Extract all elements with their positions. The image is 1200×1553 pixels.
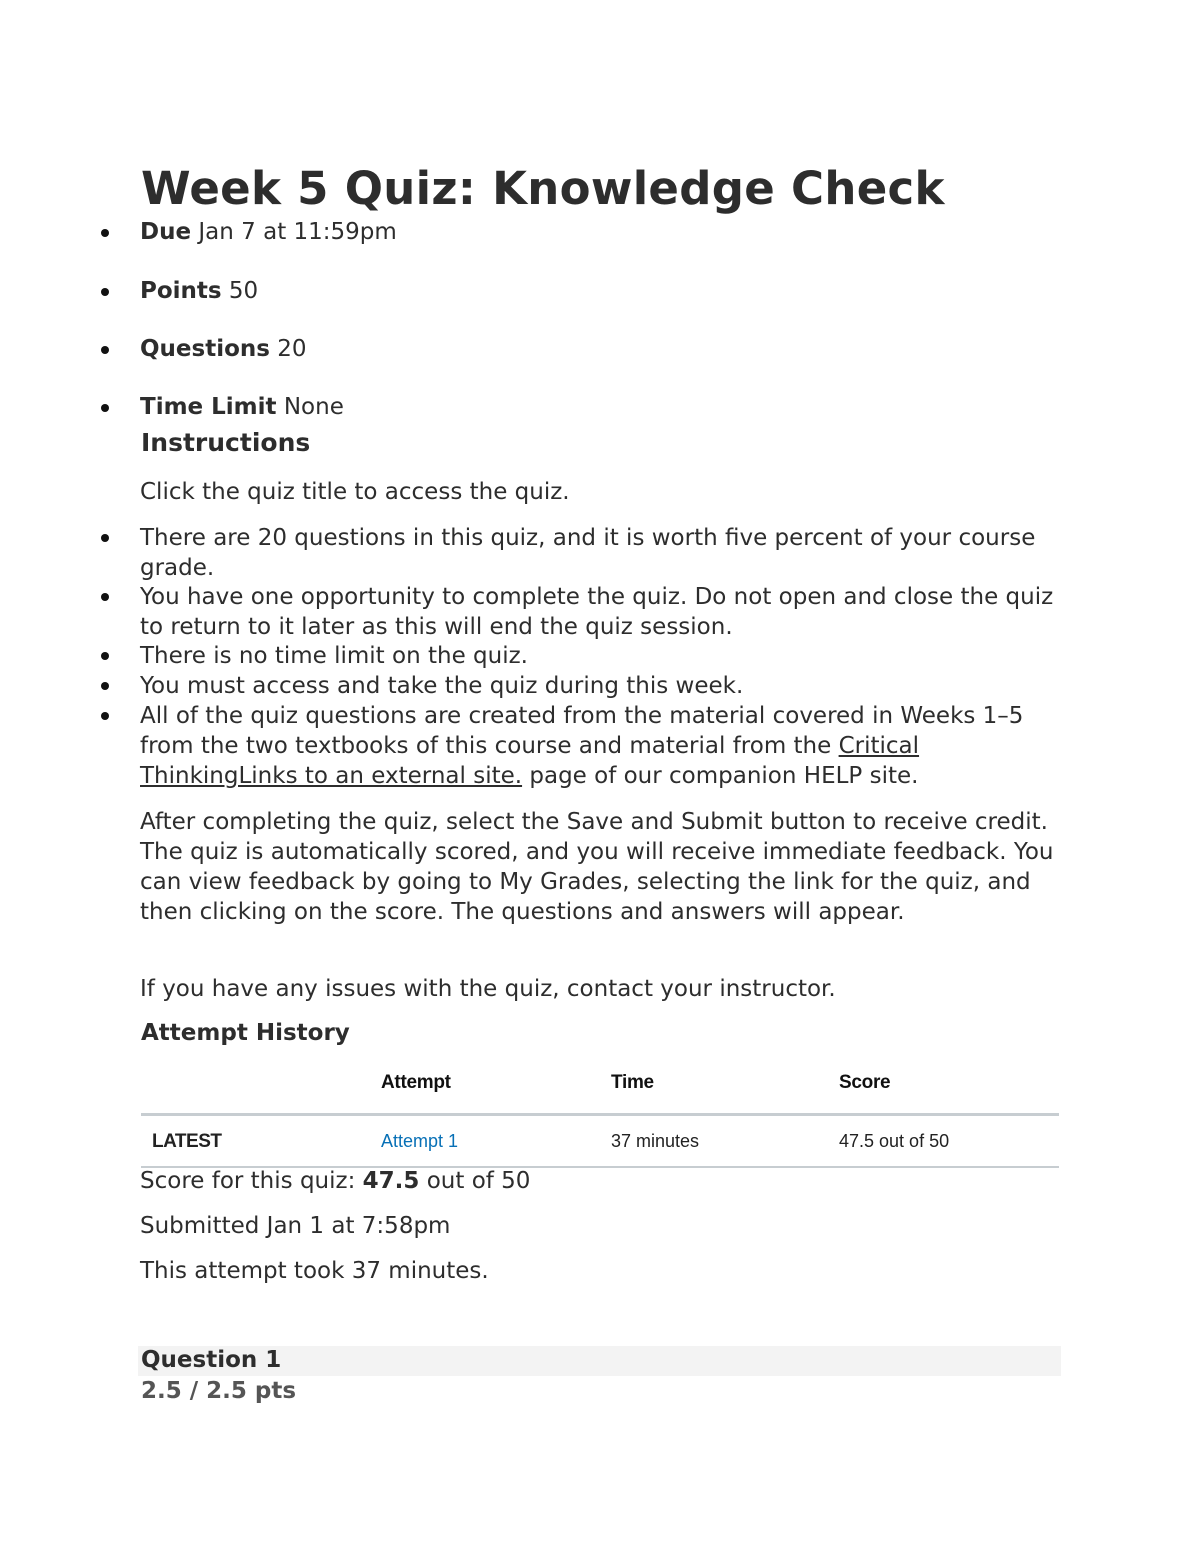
meta-points <box>140 278 258 304</box>
meta-value: 50 <box>228 278 259 304</box>
list-bullet <box>101 593 109 601</box>
meta-label: Due <box>140 219 192 245</box>
question-points: 2.5 / 2.5 pts <box>141 1378 297 1404</box>
score-prefix: Score for this quiz: <box>140 1168 363 1194</box>
list-bullet <box>101 404 109 412</box>
meta-due <box>140 219 397 245</box>
table-header-row <box>141 1062 1059 1116</box>
meta-label: Points <box>140 278 222 304</box>
score-suffix: out of 50 <box>419 1168 531 1194</box>
attempt-time: 37 minutes <box>611 1131 700 1151</box>
instruction-item: There is no time limit on the quiz. <box>140 643 528 669</box>
attempt-score: 47.5 out of 50 <box>839 1131 950 1151</box>
meta-value: Jan 7 at 11:59pm <box>198 219 397 245</box>
list-bullet <box>101 346 109 354</box>
question-header <box>138 1346 1061 1376</box>
table-row <box>141 1116 1059 1168</box>
score-value: 47.5 <box>362 1168 420 1194</box>
list-bullet <box>101 652 109 660</box>
instruction-item: There are 20 questions in this quiz, and it is worth five percent of your course grade. <box>140 525 1036 581</box>
meta-value: 20 <box>277 336 307 362</box>
meta-label: Time Limit <box>140 394 277 420</box>
instruction-item <box>140 701 1070 791</box>
list-bullet <box>101 229 109 237</box>
critical-thinking-link[interactable]: Critical ThinkingLinks to an external site. <box>140 733 920 789</box>
meta-time-limit <box>140 394 344 420</box>
issues-paragraph: If you have any issues with the quiz, contact your instructor. <box>140 976 836 1002</box>
attempt-duration: This attempt took 37 minutes. <box>140 1258 489 1284</box>
attempt-link[interactable]: Attempt 1 <box>381 1131 459 1151</box>
attempt-history-table <box>141 1062 1059 1168</box>
attempt-history-heading: Attempt History <box>141 1020 350 1046</box>
page-title: Week 5 Quiz: Knowledge Check <box>141 162 945 215</box>
meta-label: Questions <box>140 336 270 362</box>
column-header-attempt: Attempt <box>381 1072 451 1093</box>
instruction-item: You must access and take the quiz during this week. <box>140 673 744 699</box>
list-bullet <box>101 682 109 690</box>
quiz-score <box>140 1168 530 1194</box>
instruction-text: page of our companion HELP site. <box>522 763 919 789</box>
submitted-time: Submitted Jan 1 at 7:58pm <box>140 1213 451 1239</box>
instructions-heading: Instructions <box>141 428 311 457</box>
list-bullet <box>101 712 109 720</box>
instruction-item: You have one opportunity to complete the quiz. Do not open and close the quiz to return to it later as this will end the quiz session. <box>140 584 1054 640</box>
column-header-score: Score <box>839 1072 891 1093</box>
meta-value: None <box>283 394 344 420</box>
instruction-text: All of the quiz questions are created from the material covered in Weeks 1–5 from the two textbooks of this course and material from the <box>140 703 1024 759</box>
meta-questions <box>140 336 307 362</box>
instructions-intro: Click the quiz title to access the quiz. <box>140 479 570 505</box>
after-completing-paragraph: After completing the quiz, select the Save and Submit button to receive credit. The quiz is automatically scored, and you will receive immediate feedback. You can view feedback by going to My Grades, selecting the link for the quiz, and then clicking on the score. The questions and answers will appear. <box>140 809 1054 925</box>
list-bullet <box>101 288 109 296</box>
list-bullet <box>101 534 109 542</box>
latest-label: LATEST <box>152 1131 222 1152</box>
question-title: Question 1 <box>141 1347 282 1373</box>
column-header-time: Time <box>611 1072 654 1093</box>
